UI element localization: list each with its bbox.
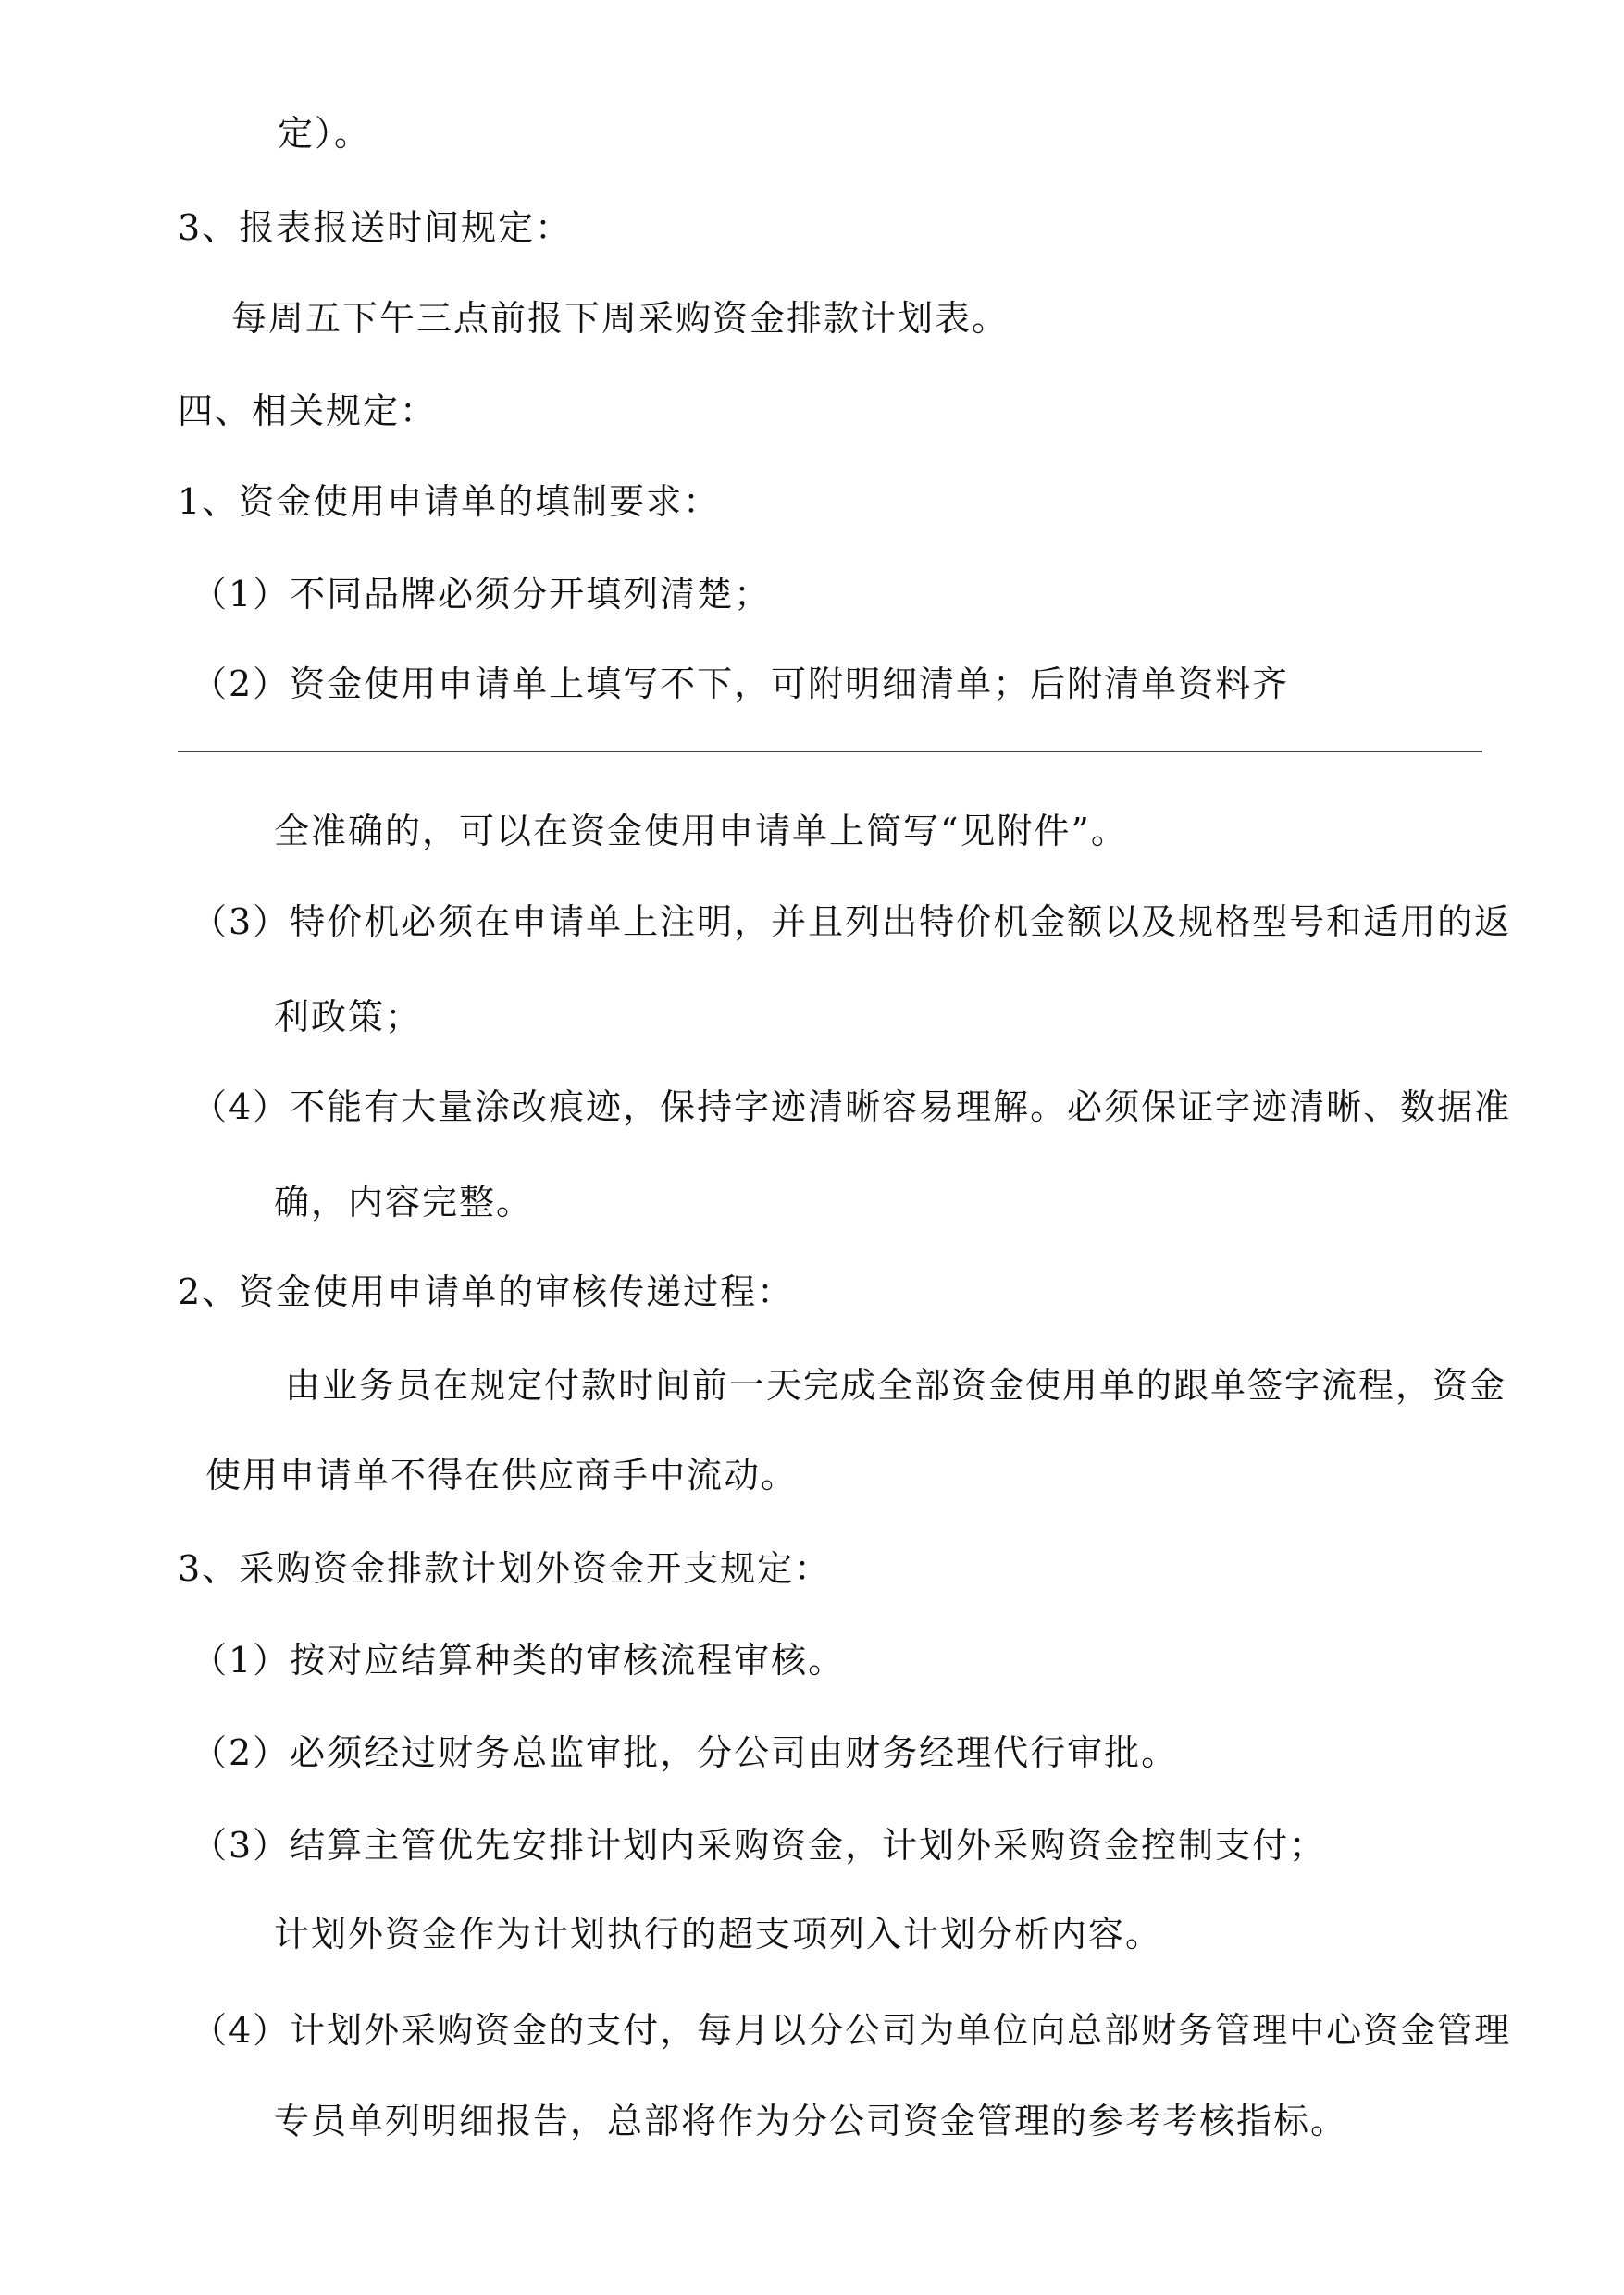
list-item-3: （3）特价机必须在申请单上注明，并且列出特价机金额以及规格型号和适用的返 — [192, 901, 1512, 942]
paragraph-review-process-continuation: 使用申请单不得在供应商手中流动。 — [205, 1455, 799, 1495]
list-item-unplanned-4-continuation: 专员单列明细报告，总部将作为分公司资金管理的参考考核指标。 — [274, 2101, 1348, 2141]
section-heading-report-time: 3、报表报送时间规定： — [178, 207, 573, 248]
page-divider — [178, 751, 1482, 752]
list-item-4-continuation: 确，内容完整。 — [274, 1182, 534, 1222]
list-item-2: （2）资金使用申请单上填写不下，可附明细清单；后附清单资料齐 — [192, 664, 1290, 704]
list-item-unplanned-2: （2）必须经过财务总监审批，分公司由财务经理代行审批。 — [192, 1732, 1179, 1773]
list-item-unplanned-3: （3）结算主管优先安排计划内采购资金，计划外采购资金控制支付； — [192, 1825, 1327, 1866]
text-line-continuation: 定）。 — [278, 113, 372, 154]
section-heading-related-rules: 四、相关规定： — [178, 391, 438, 431]
list-item-unplanned-4: （4）计划外采购资金的支付，每月以分公司为单位向总部财务管理中心资金管理 — [192, 2010, 1512, 2051]
list-item-unplanned-3-continuation: 计划外资金作为计划执行的超支项列入计划分析内容。 — [274, 1914, 1163, 1954]
subsection-heading-unplanned-expense: 3、采购资金排款计划外资金开支规定： — [178, 1548, 832, 1589]
paragraph-review-process: 由业务员在规定付款时间前一天完成全部资金使用单的跟单签字流程，资金 — [285, 1365, 1507, 1406]
list-item-3-continuation: 利政策； — [274, 997, 423, 1037]
list-item-2-continuation: 全准确的，可以在资金使用申请单上简写“见附件”。 — [274, 811, 1128, 851]
subsection-heading-fill-requirements: 1、资金使用申请单的填制要求： — [178, 481, 721, 522]
paragraph-weekly-report: 每周五下午三点前报下周采购资金排款计划表。 — [231, 298, 1010, 339]
list-item-1: （1）不同品牌必须分开填列清楚； — [192, 574, 772, 614]
list-item-4: （4）不能有大量涂改痕迹，保持字迹清晰容易理解。必须保证字迹清晰、数据准 — [192, 1086, 1512, 1127]
list-item-unplanned-1: （1）按对应结算种类的审核流程审核。 — [192, 1640, 846, 1681]
subsection-heading-review-process: 2、资金使用申请单的审核传递过程： — [178, 1272, 795, 1312]
